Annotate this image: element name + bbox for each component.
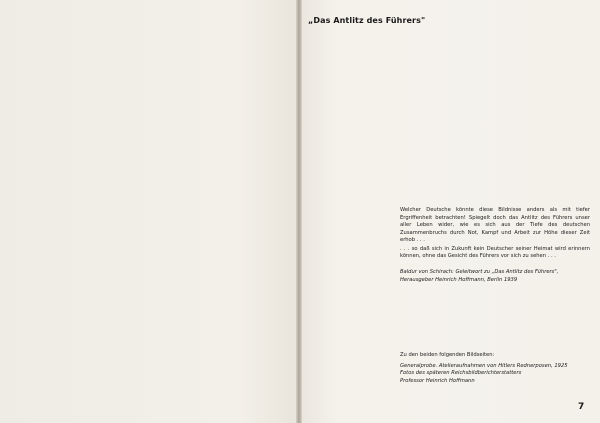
citation-line-1: Baldur von Schirach: Geleitwort zu „Das Antlitz des Führers", [400, 269, 559, 275]
credits-heading: Zu den beiden folgenden Bildseiten: [400, 352, 495, 358]
citation-line-2: Herausgeber Heinrich Hoffmann, Berlin 1939 [400, 277, 518, 283]
quote-citation [400, 268, 595, 284]
photo-credits [400, 352, 595, 385]
left-page-blank [0, 0, 298, 423]
credits-line-3: Professor Heinrich Hoffmann [400, 377, 475, 384]
page-title: „Das Antlitz des Führers" [308, 16, 426, 25]
quote-paragraph-1: Welcher Deutsche könnte diese Bildnisse anders als mit tiefer Ergriffenheit betrachten! Spiegelt doch das Antlitz des Führers unser aller Leben wider, wie es sich aus der Tiefe des deutschen Zusammenbruchs durch Not, Kampf und Arbeit zur Höhe dieser Zeit erhob . . . [400, 207, 590, 243]
credits-line-1: Generalprobe. Atelieraufnahmen von Hitlers Rednerposen, 1925 [400, 362, 568, 369]
quote-paragraph-2: . . . so daß sich in Zukunft kein Deutscher seiner Heimat wird erinnern können, ohne das Gesicht des Führers vor sich zu sehen . . . [400, 245, 590, 259]
credits-line-2: Fotos des späteren Reichsbildberichterstatters [400, 370, 522, 376]
quote-block [400, 207, 590, 262]
page-number: 7 [578, 402, 585, 412]
